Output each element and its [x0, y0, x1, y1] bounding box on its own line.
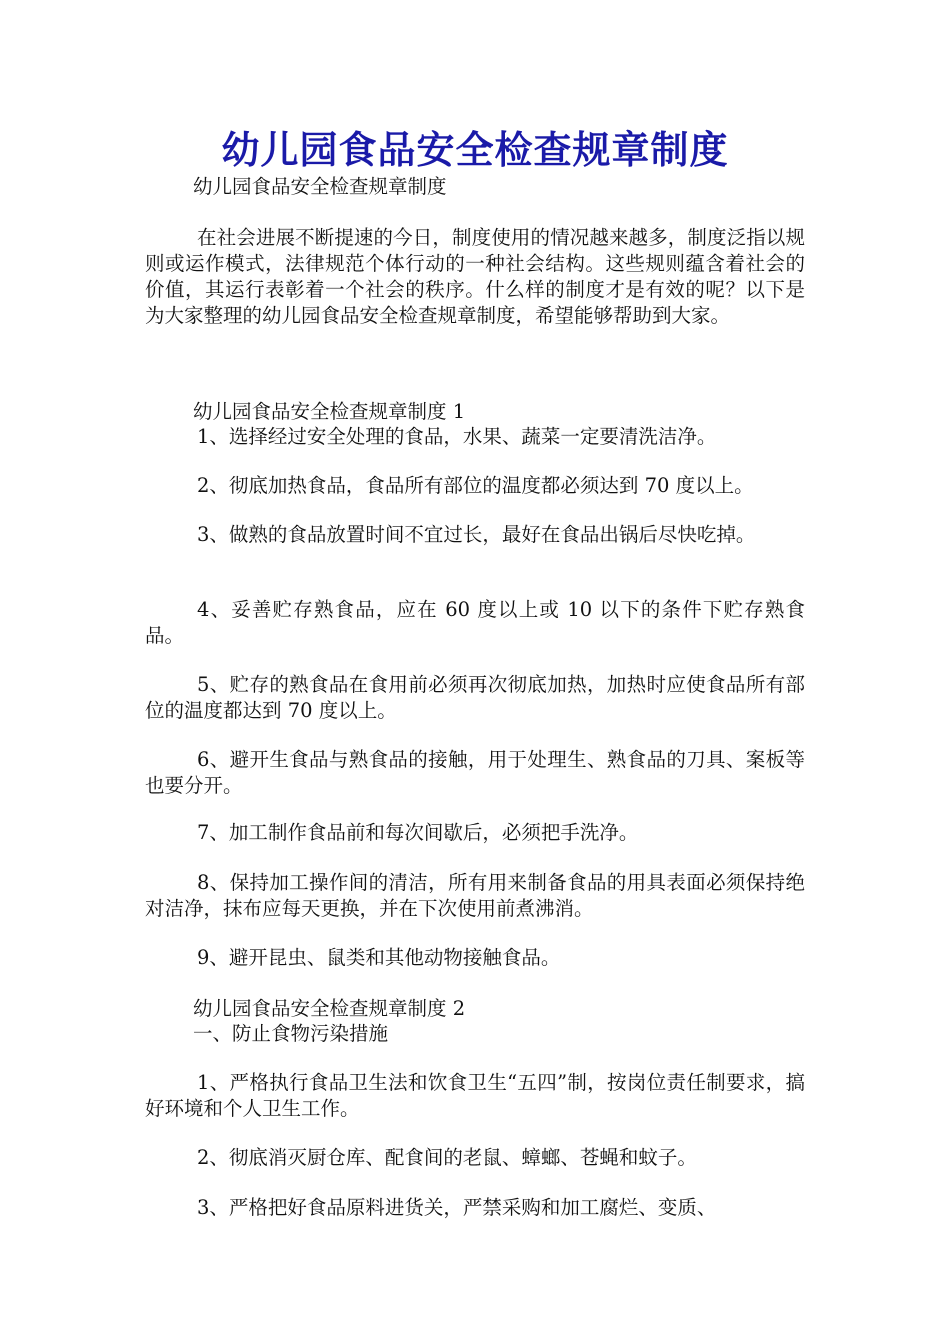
section1-item: 3、做熟的食品放置时间不宜过长，最好在食品出锅后尽快吃掉。 — [197, 523, 756, 546]
intro-paragraph: 在社会进展不断提速的今日，制度使用的情况越来越多，制度泛指以规则或运作模式，法律规范个体行动的一种社会结构。这些规则蕴含着社会的价值，其运行表彰着一个社会的秩序。什么样的制度才是有效的呢？以下是为大家整理的幼儿园食品安全检查规章制度，希望能够帮助到大家。 — [145, 226, 805, 327]
section1-item: 2、彻底加热食品，食品所有部位的温度都必须达到 70 度以上。 — [197, 474, 754, 497]
section2-item: 3、严格把好食品原料进货关，严禁采购和加工腐烂、变质、 — [197, 1196, 717, 1219]
document-subtitle: 幼儿园食品安全检查规章制度 — [193, 175, 447, 198]
section2-subheading: 一、防止食物污染措施 — [193, 1022, 389, 1045]
document-title: 幼儿园食品安全检查规章制度 — [221, 127, 729, 172]
section1-item: 1、选择经过安全处理的食品，水果、蔬菜一定要清洗洁净。 — [197, 425, 717, 448]
section1-heading: 幼儿园食品安全检查规章制度 1 — [193, 400, 466, 423]
section1-item: 4、妥善贮存熟食品，应在 60 度以上或 10 以下的条件下贮存熟食品。 — [145, 598, 805, 647]
section1-item: 6、避开生食品与熟食品的接触，用于处理生、熟食品的刀具、案板等也要分开。 — [145, 748, 805, 797]
section2-item: 1、严格执行食品卫生法和饮食卫生“五四”制，按岗位责任制要求，搞好环境和个人卫生工作。 — [145, 1071, 805, 1120]
section1-item: 5、贮存的熟食品在食用前必须再次彻底加热，加热时应使食品所有部位的温度都达到 70 度以上。 — [145, 673, 805, 722]
section1-item: 8、保持加工操作间的清洁，所有用来制备食品的用具表面必须保持绝对洁净，抹布应每天更换，并在下次使用前煮沸消。 — [145, 871, 805, 920]
section1-item: 9、避开昆虫、鼠类和其他动物接触食品。 — [197, 946, 561, 969]
section2-heading: 幼儿园食品安全检查规章制度 2 — [193, 997, 466, 1020]
section1-item: 7、加工制作食品前和每次间歇后，必须把手洗净。 — [197, 821, 639, 844]
section2-item: 2、彻底消灭厨仓库、配食间的老鼠、蟑螂、苍蝇和蚊子。 — [197, 1146, 697, 1169]
